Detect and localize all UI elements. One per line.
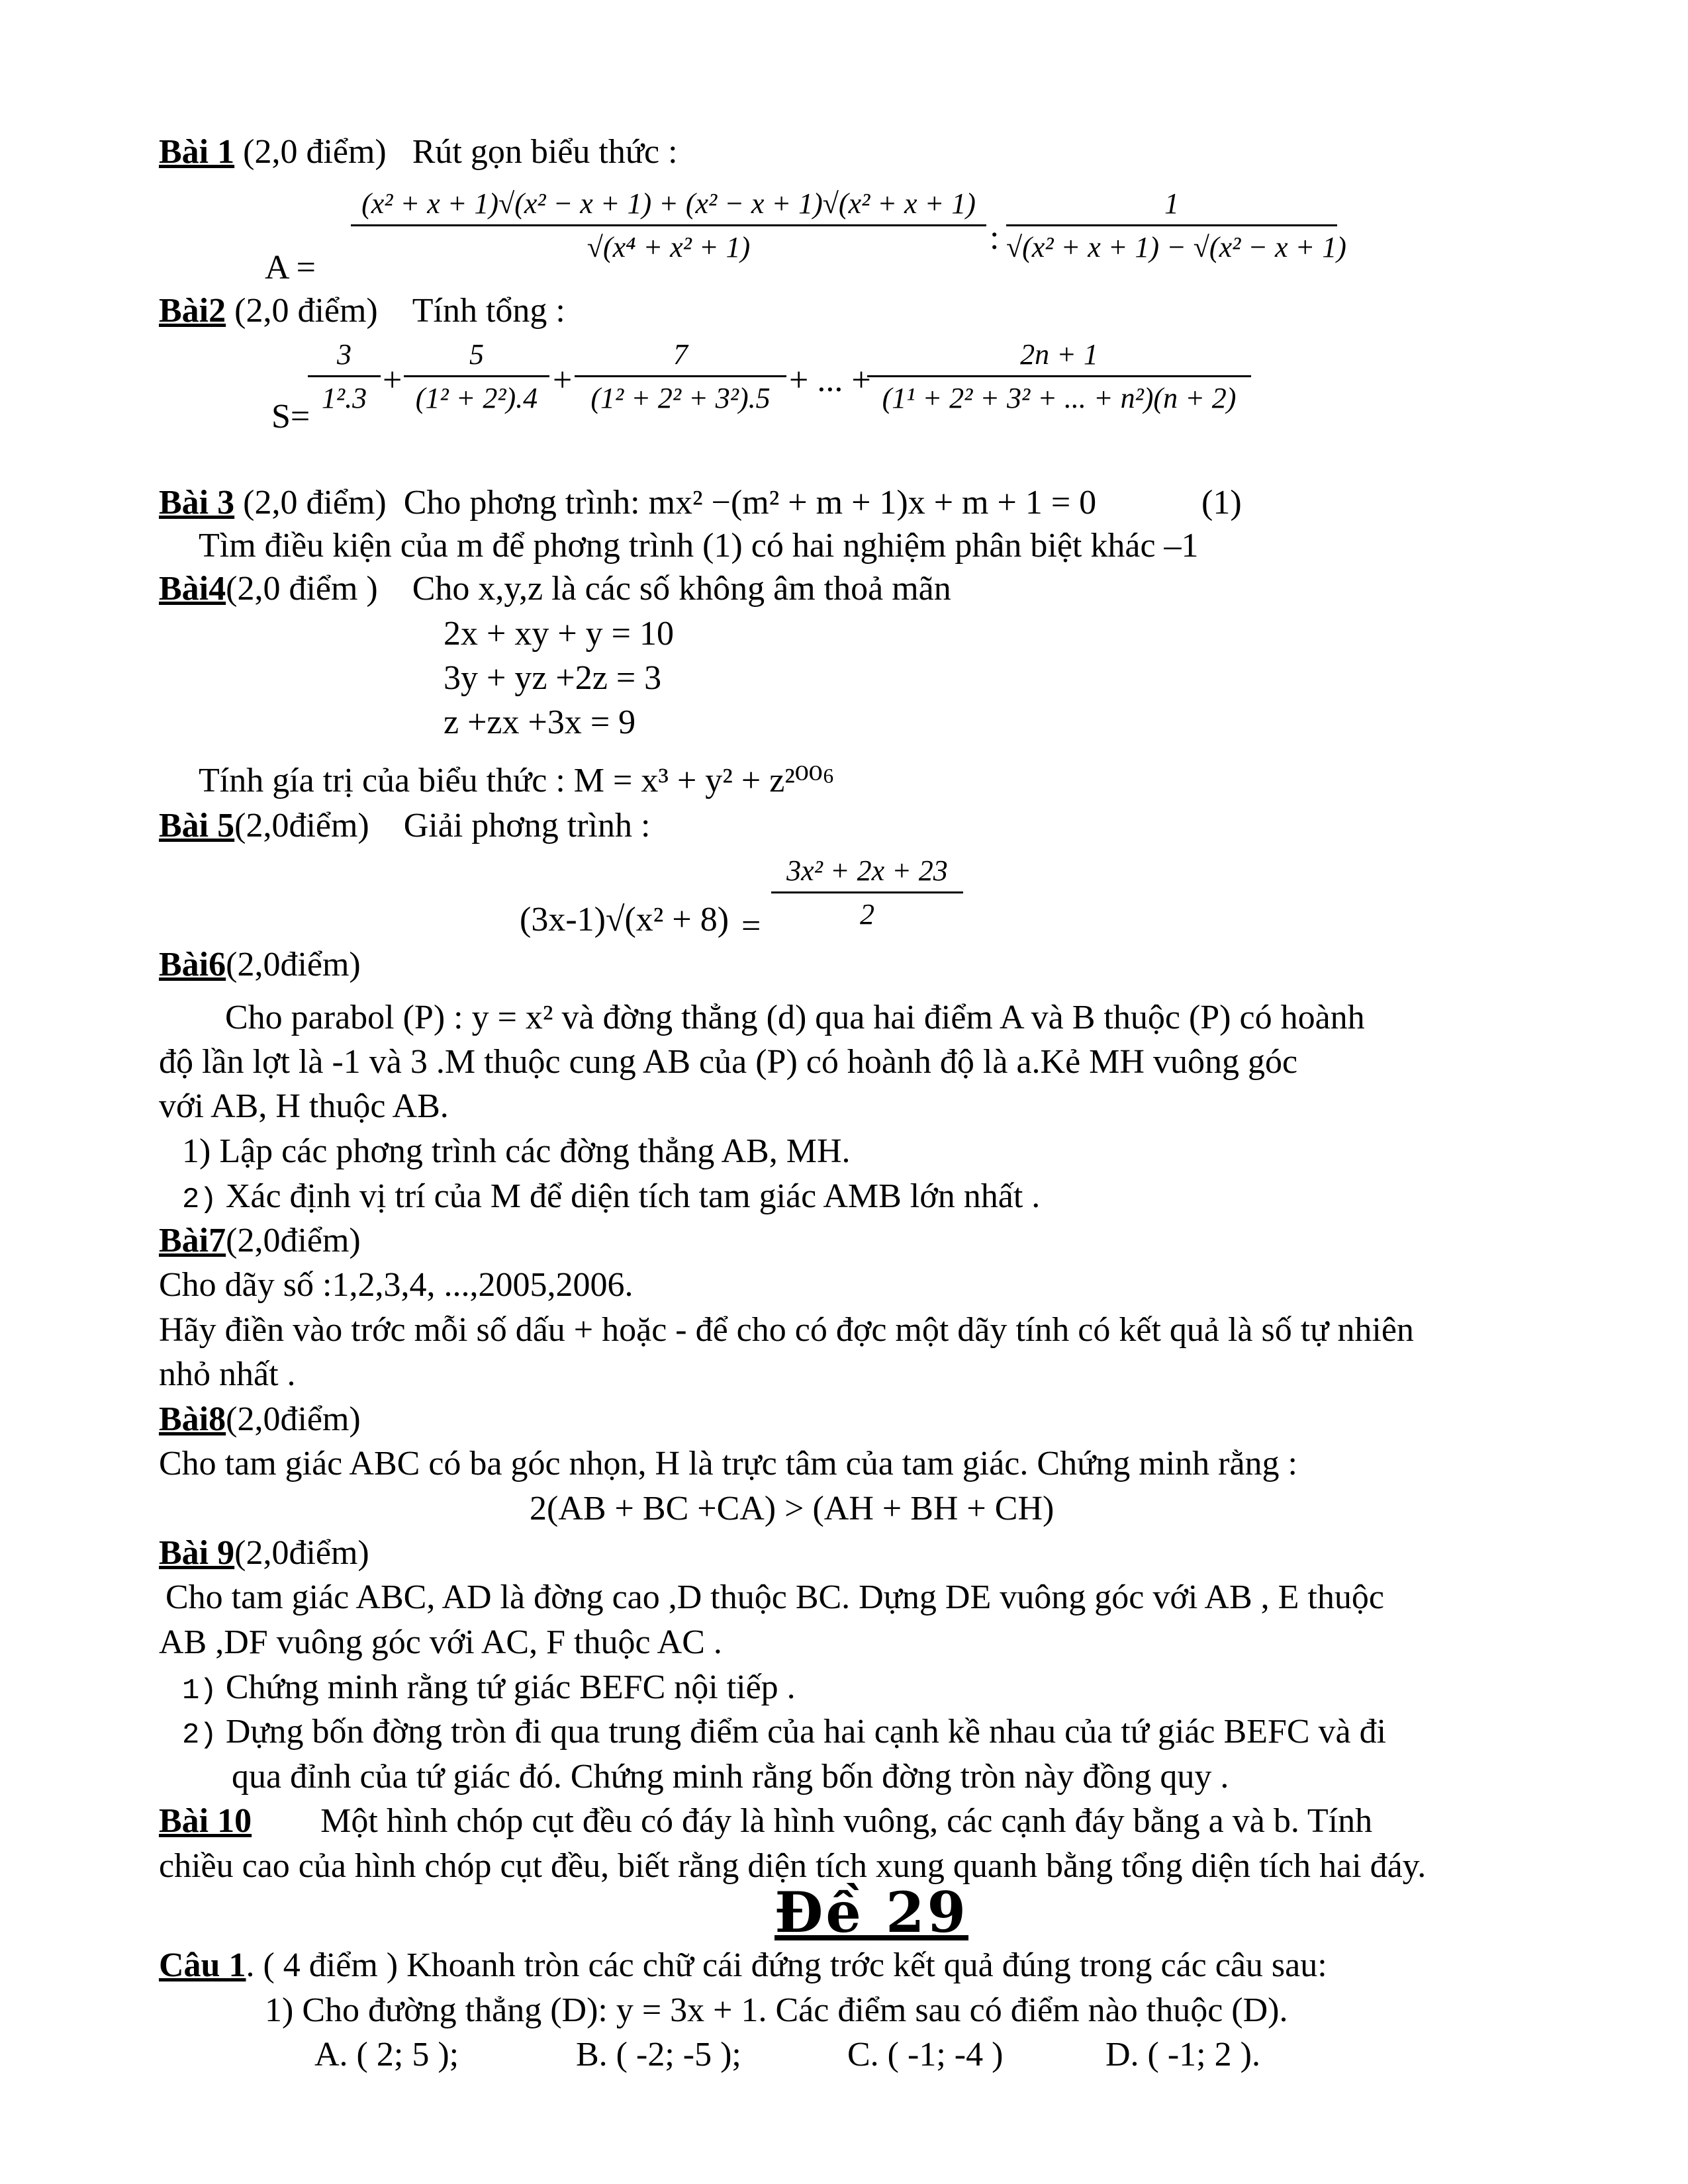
- bai7-line2: Hãy điền vào trớc mỗi số dấu + hoặc - để cho có đợc một dãy tính có kết quả là số tự nhiên: [159, 1311, 1414, 1349]
- item-text: Chứng minh rằng tứ giác BEFC nội tiếp .: [225, 1668, 796, 1706]
- fraction-bar: [575, 375, 786, 377]
- cau1-text: . ( 4 điểm ) Khoanh tròn các chữ cái đứng trớc kết quả đúng trong các câu sau:: [246, 1946, 1327, 1984]
- term-numerator: 2n + 1: [1020, 338, 1098, 371]
- bai5-task: Giải phơng trình :: [403, 807, 651, 844]
- option-b: B. ( -2; -5 );: [576, 2036, 741, 2073]
- bai6-line5: [182, 1177, 1040, 1220]
- option-d: D. ( -1; 2 ).: [1105, 2036, 1260, 2073]
- cau1-title: Câu 1: [159, 1946, 246, 1984]
- cau1-header: [159, 1946, 1327, 1985]
- bai4-text: Cho x,y,z là các số không âm thoả mãn: [412, 570, 951, 608]
- bai9-points: (2,0điểm): [234, 1534, 369, 1572]
- option-a: A. ( 2; 5 );: [314, 2036, 459, 2073]
- bai4-eq1: 2x + xy + y = 10: [444, 615, 674, 653]
- bai5-den: 2: [860, 898, 874, 931]
- bai2-points: (2,0 điểm): [234, 292, 378, 330]
- bai5-rhs-fraction: [771, 854, 963, 931]
- plus-sign: +: [383, 361, 402, 399]
- fraction-bar: [308, 375, 381, 377]
- bai1-task: Rút gọn biểu thức :: [412, 133, 678, 171]
- bai9-title: Bài 9: [159, 1534, 235, 1572]
- bai3-header: [159, 483, 1096, 523]
- item-number: 2): [182, 1183, 217, 1216]
- dots-sign: + ... +: [789, 361, 871, 399]
- bai10-title: Bài 10: [159, 1802, 252, 1840]
- bai7-line1: Cho dãy số :1,2,3,4, ...,2005,2006.: [159, 1266, 633, 1304]
- item-text: Xác định vị trí của M để diện tích tam giác AMB lớn nhất .: [225, 1177, 1041, 1215]
- bai8-points: (2,0điểm): [226, 1400, 361, 1438]
- bai8-line1: Cho tam giác ABC có ba góc nhọn, H là trực tâm của tam giác. Chứng minh rằng :: [159, 1445, 1297, 1482]
- bai1-fraction-2: [1006, 187, 1346, 264]
- bai8-title: Bài8: [159, 1400, 226, 1438]
- term-numerator: 7: [673, 338, 688, 371]
- bai5-title: Bài 5: [159, 807, 235, 844]
- bai5-num: 3x² + 2x + 23: [786, 854, 948, 887]
- fraction-bar: [867, 375, 1251, 377]
- bai3-title: Bài 3: [159, 484, 235, 522]
- bai6-points: (2,0điểm): [226, 946, 361, 983]
- item-number: 1): [182, 1674, 217, 1707]
- bai8-line2: 2(AB + BC +CA) > (AH + BH + CH): [530, 1490, 1055, 1527]
- bai6-line1: Cho parabol (P) : y = x² và đờng thẳng (d) qua hai điểm A và B thuộc (P) có hoành: [225, 999, 1365, 1036]
- bai2-term-3: [575, 338, 786, 415]
- bai6-header: [159, 945, 361, 985]
- bai10-line1: [159, 1801, 1372, 1841]
- term-denominator: (1¹ + 2² + 3² + ... + n²)(n + 2): [882, 382, 1237, 414]
- bai1-num2: 1: [1164, 187, 1179, 220]
- plus-sign: +: [553, 361, 573, 399]
- bai10-line2: chiều cao của hình chóp cụt đều, biết rằng diện tích xung quanh bằng tổng diện tích hai đáy.: [159, 1847, 1427, 1885]
- bai3-text: Cho phơng trình: mx² −(m² + m + 1)x + m + 1 = 0: [403, 484, 1097, 522]
- bai4-points: (2,0 điểm ): [226, 570, 378, 608]
- bai2-term-n: [867, 338, 1251, 415]
- bai6-line4: 1) Lập các phơng trình các đờng thẳng AB, MH.: [182, 1132, 851, 1170]
- bai9-header: [159, 1533, 369, 1573]
- bai8-header: [159, 1400, 361, 1439]
- fraction-bar: [404, 375, 549, 377]
- term-denominator: 1².3: [321, 382, 367, 414]
- fraction-bar: [771, 891, 963, 893]
- bai7-title: Bài7: [159, 1222, 226, 1259]
- bai9-line3: [182, 1668, 796, 1711]
- fraction-bar: [351, 224, 986, 226]
- term-denominator: (1² + 2²).4: [415, 382, 538, 414]
- bai5-lhs: (3x-1)√(x² + 8): [520, 901, 729, 938]
- bai1-num1: (x² + x + 1)√(x² − x + 1) + (x² − x + 1)√(x² + x + 1): [361, 187, 976, 220]
- bai3-points: (2,0 điểm): [243, 484, 387, 522]
- bai1-lhs: A =: [265, 249, 316, 287]
- item-number: 2): [182, 1719, 217, 1752]
- bai1-points: (2,0 điểm): [243, 133, 387, 171]
- bai4-eq2: 3y + yz +2z = 3: [444, 659, 662, 697]
- bai1-fraction-1: [351, 187, 986, 264]
- bai5-equals: =: [741, 907, 761, 945]
- bai7-header: [159, 1221, 361, 1261]
- bai1-title: Bài 1: [159, 133, 235, 171]
- bai4-title: Bài4: [159, 570, 226, 608]
- fraction-bar: [1006, 224, 1337, 226]
- bai6-line2: độ lần lợt là -1 và 3 .M thuộc cung AB của (P) có hoành độ là a.Kẻ MH vuông góc: [159, 1043, 1298, 1081]
- bai2-lhs: S=: [271, 398, 310, 435]
- bai1-header: [159, 132, 678, 172]
- bai9-line1: Cho tam giác ABC, AD là đờng cao ,D thuộc BC. Dựng DE vuông góc với AB , E thuộc: [165, 1578, 1384, 1616]
- question-1: 1) Cho đường thẳng (D): y = 3x + 1. Các điểm sau có điểm nào thuộc (D).: [265, 1991, 1288, 2029]
- bai2-term-2: [404, 338, 549, 415]
- term-denominator: (1² + 2² + 3²).5: [590, 382, 771, 414]
- bai10-text1: Một hình chóp cụt đều có đáy là hình vuông, các cạnh đáy bằng a và b. Tính: [320, 1802, 1373, 1840]
- term-numerator: 5: [469, 338, 484, 371]
- item-text: Dựng bốn đờng tròn đi qua trung điểm của hai cạnh kề nhau của tứ giác BEFC và đi: [225, 1713, 1387, 1751]
- bai4-ask: Tính gía trị của biểu thức : M = x³ + y² + z²⁰⁰⁶: [199, 762, 835, 799]
- bai1-den2: √(x² + x + 1) − √(x² − x + 1): [1006, 231, 1346, 263]
- bai6-title: Bài6: [159, 946, 226, 983]
- bai7-line3: nhỏ nhất .: [159, 1355, 296, 1393]
- bai5-points: (2,0điểm): [234, 807, 369, 844]
- bai3-tag: (1): [1201, 484, 1242, 522]
- term-numerator: 3: [337, 338, 352, 371]
- bai2-task: Tính tổng :: [412, 292, 565, 330]
- bai1-colon: :: [990, 219, 1000, 257]
- bai7-points: (2,0điểm): [226, 1222, 361, 1259]
- exam-heading: Đề 29: [774, 1880, 968, 1945]
- bai1-den1: √(x⁴ + x² + 1): [586, 231, 751, 263]
- bai6-line3: với AB, H thuộc AB.: [159, 1087, 449, 1125]
- option-c: C. ( -1; -4 ): [847, 2036, 1004, 2073]
- bai3-line2: Tìm điều kiện của m để phơng trình (1) có hai nghiệm phân biệt khác –1: [199, 527, 1199, 565]
- bai9-line4: [182, 1712, 1386, 1755]
- bai5-header: [159, 806, 650, 846]
- bai2-header: [159, 291, 565, 331]
- bai2-title: Bài2: [159, 292, 226, 330]
- bai4-eq3: z +zx +3x = 9: [444, 704, 636, 741]
- bai9-line5: qua đỉnh của tứ giác đó. Chứng minh rằng bốn đờng tròn này đồng quy .: [232, 1758, 1229, 1796]
- bai2-term-1: [308, 338, 381, 415]
- bai4-header: [159, 569, 951, 609]
- bai9-line2: AB ,DF vuông góc với AC, F thuộc AC .: [159, 1623, 722, 1661]
